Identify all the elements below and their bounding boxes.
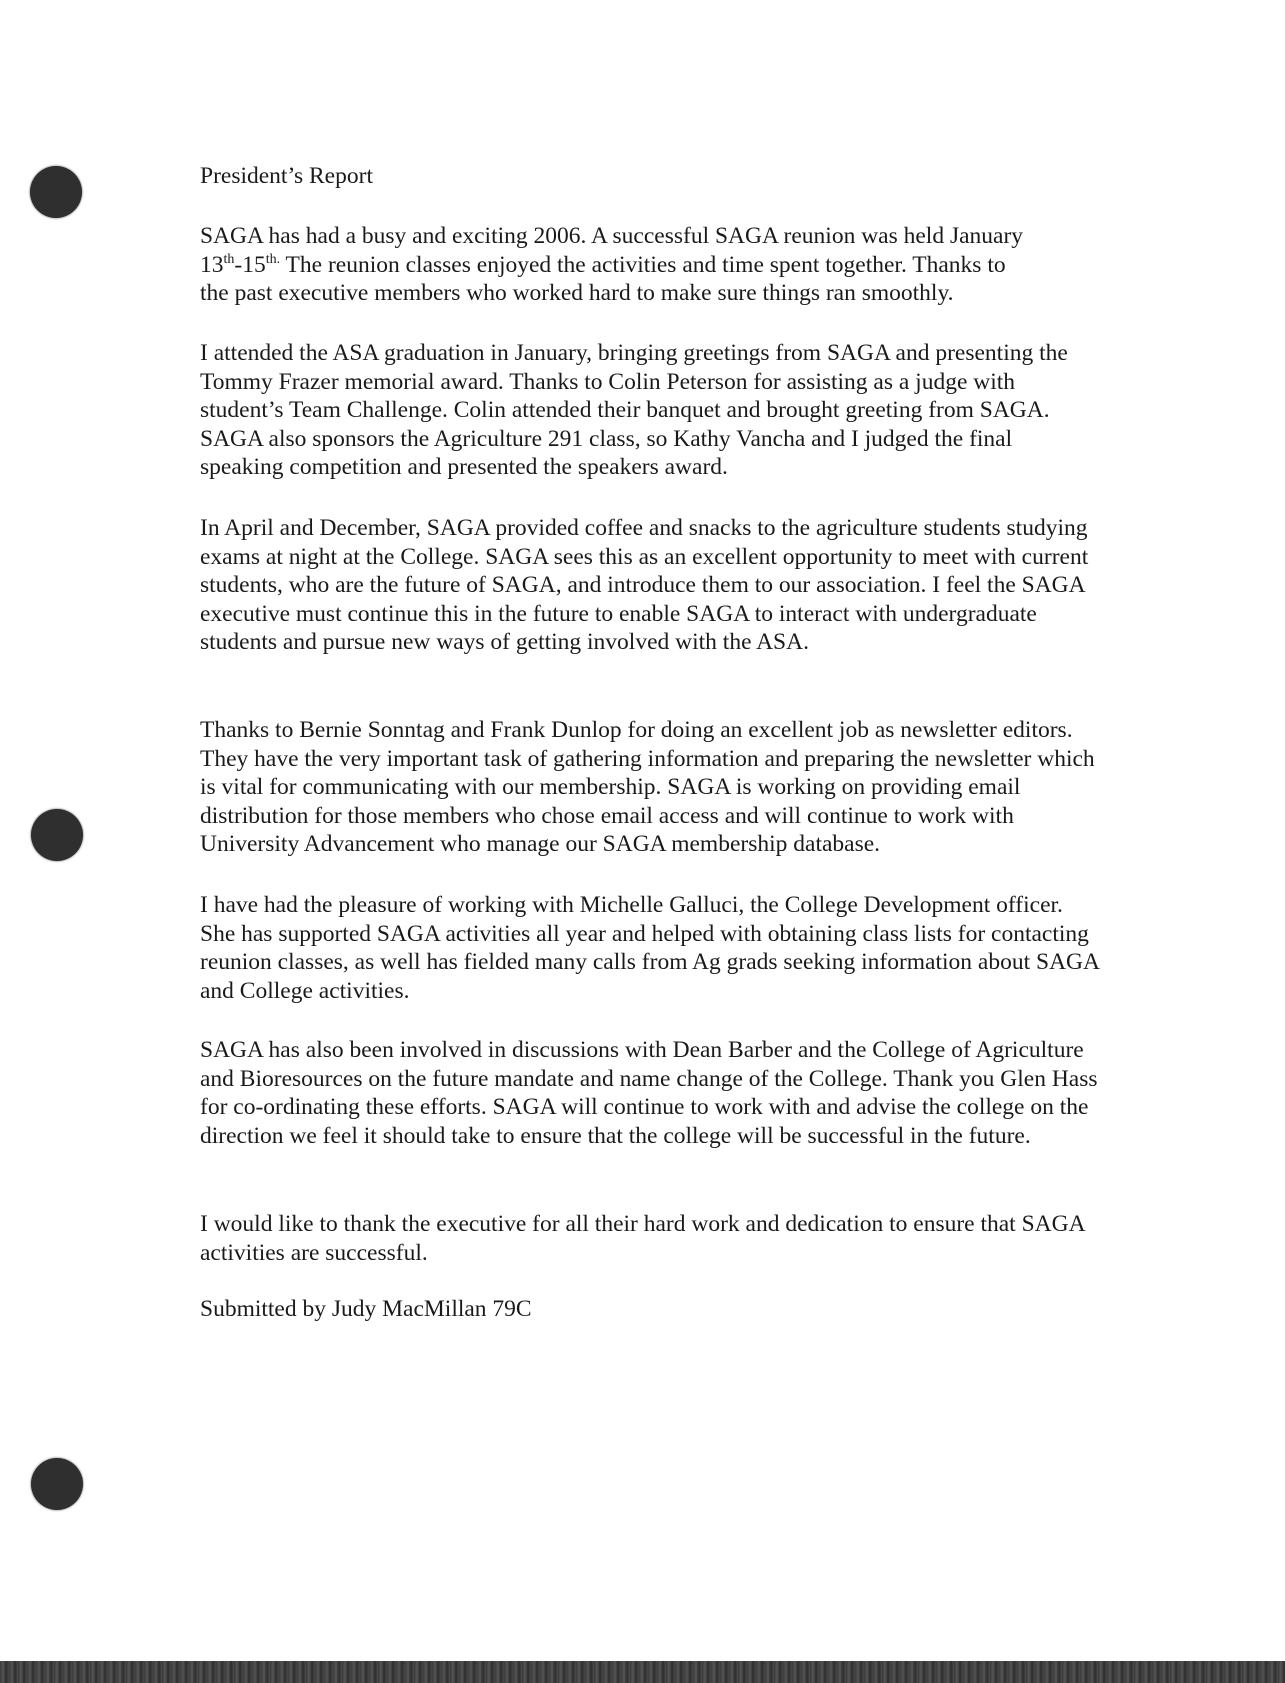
ordinal-suffix: th: [223, 251, 235, 267]
signature-line: Submitted by Judy MacMillan 79C: [200, 1296, 532, 1322]
ordinal-suffix: th.: [265, 251, 281, 267]
paragraph-graduation: I attended the ASA graduation in January, bringing greetings from SAGA and presenting the Tommy Frazer memorial award. Thanks to Colin Peterson for assisting as a judge with student’s Team Challenge. Colin attended their banquet and brought greeting from SAGA. SAGA also sponsors the Agriculture 291 class, so Kathy Vancha and I judged the final speaking competition and presented the speakers award.: [200, 340, 1068, 481]
paragraph-newsletter: Thanks to Bernie Sonntag and Frank Dunlop for doing an excellent job as newsletter editors. They have the very important task of gathering information and preparing the newsletter which is vital for communicating with our membership. SAGA is working on providing email distribution for those members who chose email access and will continue to work with University Advancement who manage our SAGA membership database.: [200, 717, 1095, 858]
punch-hole: [31, 809, 83, 861]
date-end: -15: [234, 251, 266, 278]
report-title: President’s Report: [200, 163, 373, 189]
paragraph-development-officer: I have had the pleasure of working with Michelle Galluci, the College Development officer. She has supported SAGA activities all year and helped with obtaining class lists for contacting reunion classes, as well has fielded many calls from Ag grads seeking information about SAGA and College activities.: [200, 892, 1099, 1004]
scan-bottom-edge: [0, 1661, 1285, 1683]
date-start: 13: [200, 251, 224, 278]
paragraph-line: The reunion classes enjoyed the activities and time spent together. Thanks to: [280, 251, 1006, 278]
paragraph-line: the past executive members who worked hard to make sure things ran smoothly.: [200, 280, 954, 307]
paragraph-reunion: [200, 222, 1100, 308]
paragraph-college-discussions: SAGA has also been involved in discussions with Dean Barber and the College of Agriculture and Bioresources on the future mandate and name change of the College. Thank you Glen Hass for co-ordinating these efforts. SAGA will continue to work with and advise the college on the direction we feel it should take to ensure that the college will be successful in the future.: [200, 1037, 1098, 1149]
paragraph-line: SAGA has had a busy and exciting 2006. A successful SAGA reunion was held January: [200, 223, 1024, 249]
punch-hole: [31, 1458, 83, 1510]
punch-hole: [30, 166, 82, 218]
paragraph-exams: In April and December, SAGA provided coffee and snacks to the agriculture students studying exams at night at the College. SAGA sees this as an excellent opportunity to meet with current students, who are the future of SAGA, and introduce them to our association. I feel the SAGA executive must continue this in the future to enable SAGA to interact with undergraduate students and pursue new ways of getting involved with the ASA.: [200, 515, 1089, 656]
paragraph-thanks: I would like to thank the executive for all their hard work and dedication to ensure that SAGA activities are successful.: [200, 1211, 1085, 1266]
